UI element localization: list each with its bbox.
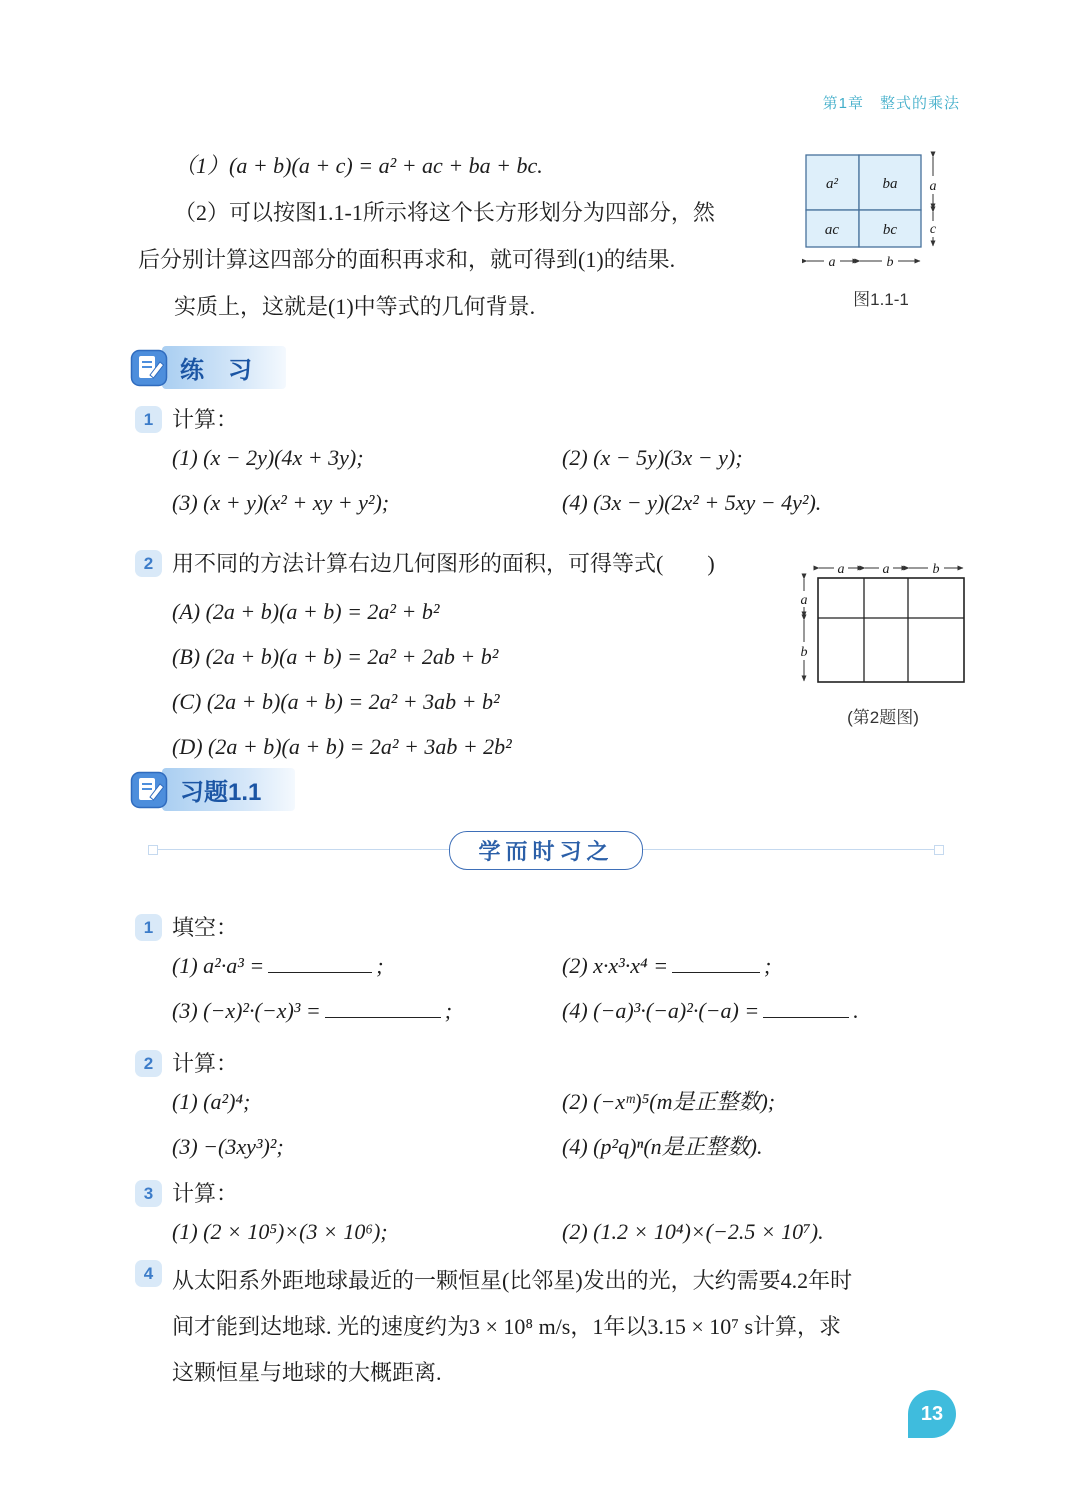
answer-blank bbox=[268, 970, 372, 973]
question-number-badge: 4 bbox=[135, 1260, 162, 1287]
question-number-badge: 2 bbox=[135, 1050, 162, 1077]
page-number-badge bbox=[908, 1390, 956, 1438]
practice-q1-item-2: (2) (x − 5y)(3x − y); bbox=[562, 445, 743, 470]
page-number: 13 bbox=[920, 1402, 944, 1425]
fill-item-punct: . bbox=[853, 998, 859, 1023]
practice-q1-label: 计算： bbox=[172, 407, 239, 432]
exercises-q1-head bbox=[135, 912, 965, 943]
notebook-pencil-icon bbox=[130, 771, 168, 809]
exercises-q2-row-1 bbox=[135, 1079, 965, 1124]
question-number-badge: 2 bbox=[135, 550, 162, 577]
exercises-section-header bbox=[130, 768, 295, 811]
intro-text-line-1: （2）可以按图1.1-1所示将这个长方形划分为四部分，然 bbox=[174, 200, 715, 225]
exercises-q2-item-3: (3) −(3xy³)²; bbox=[172, 1134, 284, 1159]
figure2-dim-top-a2: a bbox=[882, 562, 890, 577]
exercises-q2-head bbox=[135, 1048, 965, 1079]
motto-banner: 学而时习之 bbox=[449, 831, 642, 870]
fill-item-text: (1) a²·a³ = bbox=[172, 953, 265, 978]
figure2-dim-top-b: b bbox=[932, 562, 940, 577]
exercises-q4-line-1: 从太阳系外距地球最近的一颗恒星(比邻星)发出的光，大约需要4.2年时 bbox=[172, 1268, 853, 1293]
option-A: (A) (2a + b)(a + b) = 2a² + b² bbox=[172, 599, 440, 624]
exercises-q1-row-1 bbox=[135, 943, 965, 988]
exercises-question-4 bbox=[135, 1258, 965, 1396]
figure1-cell-ac: ac bbox=[824, 222, 840, 238]
practice-q1-row-2 bbox=[135, 480, 965, 525]
figure2-diagram bbox=[790, 558, 976, 690]
practice-q1-row-1 bbox=[135, 435, 965, 480]
figure2-dim-left-b: b bbox=[800, 645, 808, 660]
exercises-q1-row-2 bbox=[135, 988, 965, 1033]
fill-item-punct: ; bbox=[376, 953, 384, 978]
figure1-diagram bbox=[802, 150, 960, 272]
option-C: (C) (2a + b)(a + b) = 2a² + 3ab + b² bbox=[172, 689, 500, 714]
figure1-dim-a-bottom: a bbox=[828, 255, 836, 270]
exercises-q2-row-2 bbox=[135, 1124, 965, 1169]
intro-section bbox=[138, 142, 806, 330]
practice-q1-item-1: (1) (x − 2y)(4x + 3y); bbox=[172, 445, 364, 470]
practice-q2-stem: 用不同的方法计算右边几何图形的面积，可得等式( ) bbox=[172, 551, 715, 576]
exercises-q1-item-3 bbox=[172, 988, 562, 1033]
fill-item-text: (2) x·x³·x⁴ = bbox=[562, 953, 669, 978]
figure2-dim-top-a1: a bbox=[837, 562, 845, 577]
figure-question-2 bbox=[790, 558, 976, 728]
exercises-q4-line-3: 这颗恒星与地球的大概距离. bbox=[172, 1360, 442, 1385]
figure2-dim-left-a: a bbox=[800, 593, 808, 608]
answer-blank bbox=[763, 1015, 849, 1018]
answer-blank bbox=[325, 1015, 441, 1018]
exercises-q1-item-4 bbox=[562, 988, 965, 1033]
practice-q1-item-3: (3) (x + y)(x² + xy + y²); bbox=[172, 490, 390, 515]
figure1-dim-b-bottom: b bbox=[886, 255, 894, 270]
answer-blank bbox=[672, 970, 760, 973]
exercises-title: 习题1.1 bbox=[162, 768, 295, 811]
practice-q1-item-4: (4) (3x − y)(2x² + 5xy − 4y²). bbox=[562, 490, 822, 515]
exercises-q3-label: 计算： bbox=[172, 1181, 239, 1206]
option-B: (B) (2a + b)(a + b) = 2a² + 2ab + b² bbox=[172, 644, 499, 669]
motto-banner-row bbox=[150, 830, 942, 870]
exercises-q3-row-1 bbox=[135, 1209, 965, 1254]
fill-item-punct: ; bbox=[444, 998, 453, 1023]
exercises-question-1 bbox=[135, 912, 965, 1033]
exercises-q2-item-2: (2) (−xᵐ)⁵(m是正整数); bbox=[562, 1089, 776, 1114]
exercises-q3-item-2: (2) (1.2 × 10⁴)×(−2.5 × 10⁷). bbox=[562, 1219, 824, 1244]
fill-item-text: (3) (−x)²·(−x)³ = bbox=[172, 998, 321, 1023]
practice-question-1 bbox=[135, 404, 965, 525]
exercises-q2-item-4: (4) (p²q)ⁿ(n是正整数). bbox=[562, 1134, 763, 1159]
practice-title: 练 习 bbox=[162, 346, 286, 389]
exercises-q1-item-2 bbox=[562, 943, 965, 988]
exercises-question-3 bbox=[135, 1178, 965, 1254]
practice-q1-head bbox=[135, 404, 965, 435]
intro-equation: （1）(a + b)(a + c) = a² + ac + ba + bc. bbox=[174, 153, 543, 178]
intro-text-line-2: 后分别计算这四部分的面积再求和，就可得到(1)的结果. bbox=[138, 247, 676, 272]
exercises-q3-item-1: (1) (2 × 10⁵)×(3 × 10⁶); bbox=[172, 1219, 388, 1244]
fill-item-text: (4) (−a)³·(−a)²·(−a) = bbox=[562, 998, 760, 1023]
practice-section-header bbox=[130, 346, 286, 389]
figure1-cell-ba: ba bbox=[882, 176, 898, 192]
exercises-q4-body bbox=[172, 1304, 962, 1396]
figure-1-1-1 bbox=[802, 150, 960, 310]
exercises-q2-label: 计算： bbox=[172, 1051, 239, 1076]
figure1-dim-c-right: c bbox=[929, 222, 937, 237]
exercises-q1-label: 填空： bbox=[172, 915, 239, 940]
option-D: (D) (2a + b)(a + b) = 2a² + 3ab + 2b² bbox=[172, 734, 512, 759]
exercises-question-2 bbox=[135, 1048, 965, 1169]
question-number-badge: 1 bbox=[135, 914, 162, 941]
exercises-q2-item-1: (1) (a²)⁴; bbox=[172, 1089, 251, 1114]
exercises-q3-head bbox=[135, 1178, 965, 1209]
question-number-badge: 3 bbox=[135, 1180, 162, 1207]
figure1-cell-bc: bc bbox=[882, 222, 898, 238]
figure2-caption: (第2题图) bbox=[847, 708, 919, 727]
intro-text-line-3: 实质上，这就是(1)中等式的几何背景. bbox=[174, 294, 536, 319]
question-number-badge: 1 bbox=[135, 406, 162, 433]
exercises-q1-item-1 bbox=[172, 943, 562, 988]
notebook-pencil-icon bbox=[130, 349, 168, 387]
figure1-dim-a-right: a bbox=[929, 179, 937, 194]
exercises-q4-line-2: 间才能到达地球. 光的速度约为3 × 10⁸ m/s，1年以3.15 × 10⁷ s计算，求 bbox=[172, 1314, 842, 1339]
exercises-q4-head bbox=[135, 1258, 965, 1304]
figure1-cell-a2: a² bbox=[826, 176, 838, 192]
figure1-caption: 图1.1-1 bbox=[853, 290, 909, 309]
fill-item-punct: ; bbox=[764, 953, 772, 978]
chapter-header: 第1章 整式的乘法 bbox=[822, 95, 960, 112]
